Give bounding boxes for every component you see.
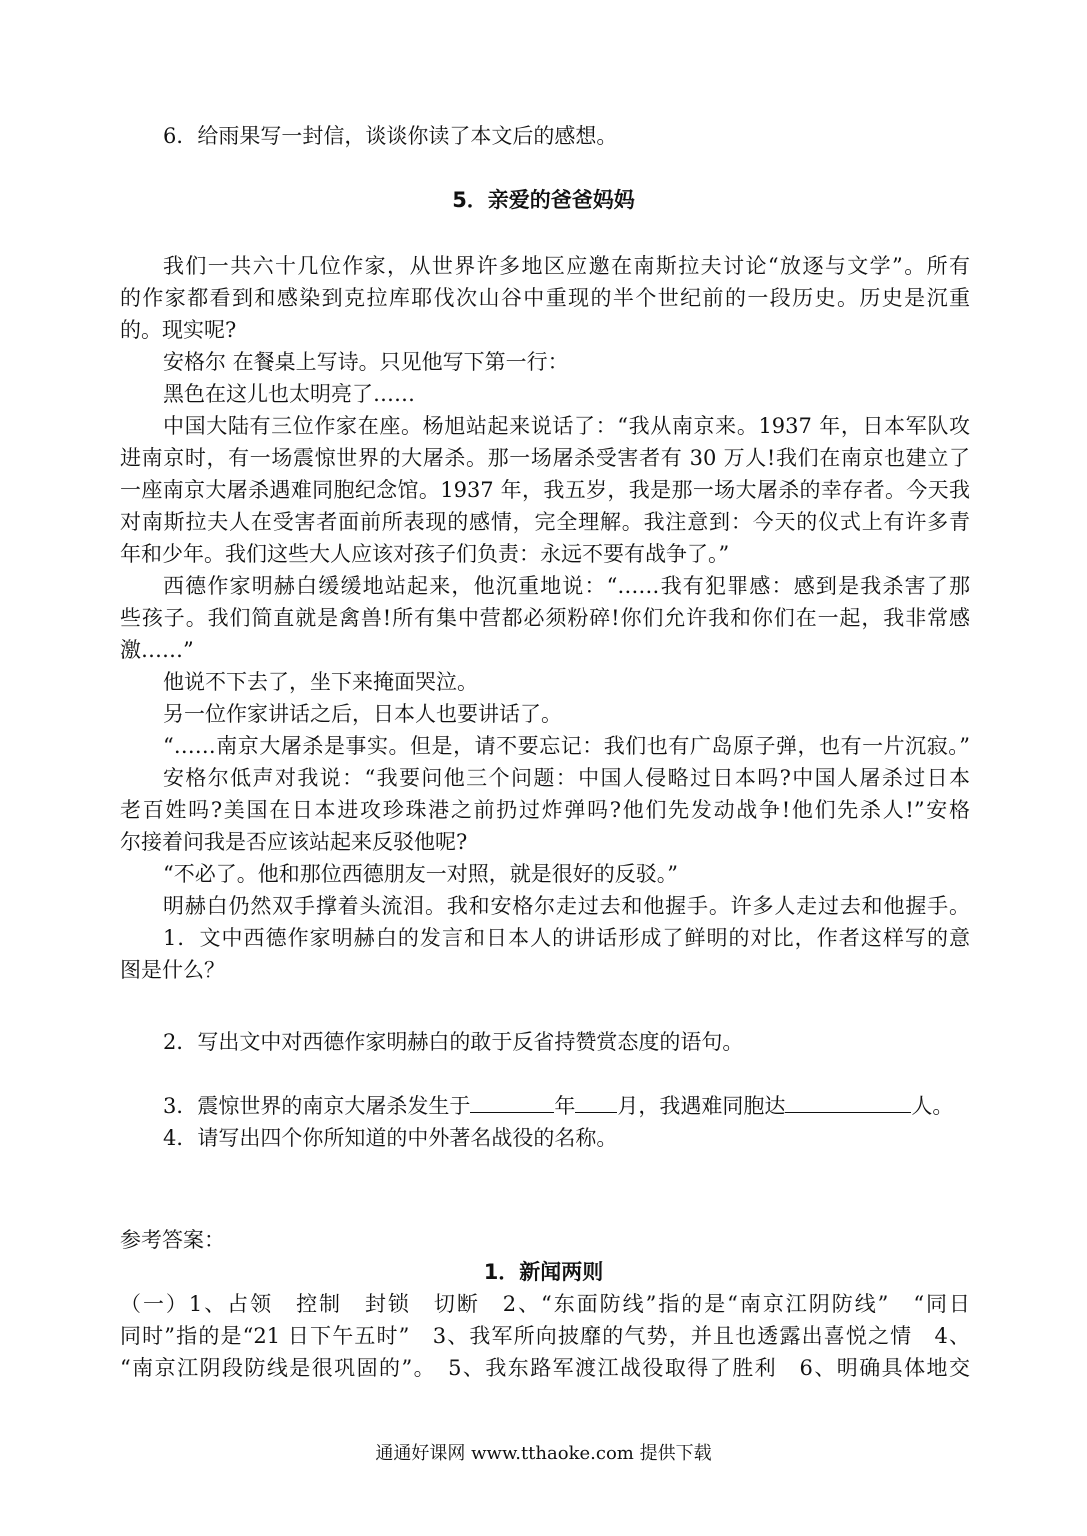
page-footer: 通通好课网 www.tthaoke.com 提供下载: [375, 1443, 712, 1464]
passage-line: 尔接着问我是否应该站起来反驳他呢?: [120, 830, 468, 854]
passage-line: 进南京时，有一场震惊世界的大屠杀。那一场屠杀受害者有 30 万人!我们在南京也建立了: [120, 446, 970, 470]
month-blank[interactable]: [575, 1090, 617, 1113]
question-4: 4．请写出四个你所知道的中外著名战役的名称。: [163, 1126, 618, 1150]
passage-line: 对南斯拉夫人在受害者面前所表现的感情，完全理解。我注意到：今天的仪式上有许多青: [120, 510, 970, 534]
passage-line: 另一位作家讲话之后，日本人也要讲话了。: [163, 702, 562, 726]
passage-line: 西德作家明赫白缓缓地站起来，他沉重地说：“……我有犯罪感：感到是我杀害了那: [163, 574, 970, 598]
passage-line: 安格尔低声对我说：“我要问他三个问题：中国人侵略过日本吗?中国人屠杀过日本: [163, 766, 970, 790]
passage-line: 年和少年。我们这些大人应该对孩子们负责：永远不要有战争了。”: [120, 542, 730, 566]
answer-line: 同时”指的是“21 日下午五时” 3、我军所向披靡的气势，并且也透露出喜悦之情 4、: [120, 1324, 970, 1348]
answers-section-title: 1．新闻两则: [483, 1260, 604, 1284]
answer-line: “南京江阴段防线是很巩固的”。 5、我东路军渡江战役取得了胜利 6、明确具体地交: [120, 1356, 970, 1380]
passage-line: 一座南京大屠杀遇难同胞纪念馆。1937 年，我五岁，我是那一场大屠杀的幸存者。今天我: [120, 478, 970, 502]
people-blank[interactable]: [785, 1090, 911, 1113]
passage-line: 安格尔 在餐桌上写诗。只见他写下第一行：: [163, 350, 569, 374]
question-6-previous: 6．给雨果写一封信，谈谈你读了本文后的感想。: [163, 124, 618, 148]
passage-line: “……南京大屠杀是事实。但是，请不要忘记：我们也有广岛原子弹，也有一片沉寂。”: [163, 734, 970, 758]
question-3-prefix: 3．震惊世界的南京大屠杀发生于: [163, 1094, 471, 1118]
passage-line: 的作家都看到和感染到克拉库耶伐次山谷中重现的半个世纪前的一段历史。历史是沉重: [120, 286, 970, 310]
answer-line: （一）1、占领 控制 封锁 切断 2、“东面防线”指的是“南京江阴防线” “同日: [120, 1292, 970, 1316]
passage-line: 我们一共六十几位作家，从世界许多地区应邀在南斯拉夫讨论“放逐与文学”。所有: [163, 254, 970, 278]
question-3: [163, 1090, 970, 1122]
year-blank[interactable]: [470, 1090, 554, 1113]
passage-line: 明赫白仍然双手撑着头流泪。我和安格尔走过去和他握手。许多人走过去和他握手。: [163, 894, 970, 918]
section-title: 5．亲爱的爸爸妈妈: [452, 188, 635, 212]
passage-line: 中国大陆有三位作家在座。杨旭站起来说话了：“我从南京来。1937 年，日本军队攻: [163, 414, 970, 438]
people-label: 人。: [911, 1094, 954, 1118]
question-1: 1．文中西德作家明赫白的发言和日本人的讲话形成了鲜明的对比，作者这样写的意: [163, 926, 970, 950]
year-label: 年: [554, 1094, 576, 1118]
passage-line: “不必了。他和那位西德朋友一对照，就是很好的反驳。”: [163, 862, 678, 886]
answers-heading: 参考答案：: [120, 1228, 225, 1252]
passage-line: 激……”: [120, 638, 194, 662]
passage-line: 黑色在这儿也太明亮了……: [163, 382, 415, 406]
month-label: 月，我遇难同胞达: [617, 1094, 786, 1118]
question-1-continued: 图是什么？: [120, 958, 225, 982]
passage-line: 些孩子。我们简直就是禽兽!所有集中营都必须粉碎!你们允许我和你们在一起，我非常感: [120, 606, 970, 630]
passage-line: 他说不下去了，坐下来掩面哭泣。: [163, 670, 478, 694]
passage-line: 老百姓吗?美国在日本进攻珍珠港之前扔过炸弹吗?他们先发动战争!他们先杀人!”安格: [120, 798, 970, 822]
passage-line: 的。现实呢?: [120, 318, 237, 342]
question-2: 2．写出文中对西德作家明赫白的敢于反省持赞赏态度的语句。: [163, 1030, 744, 1054]
